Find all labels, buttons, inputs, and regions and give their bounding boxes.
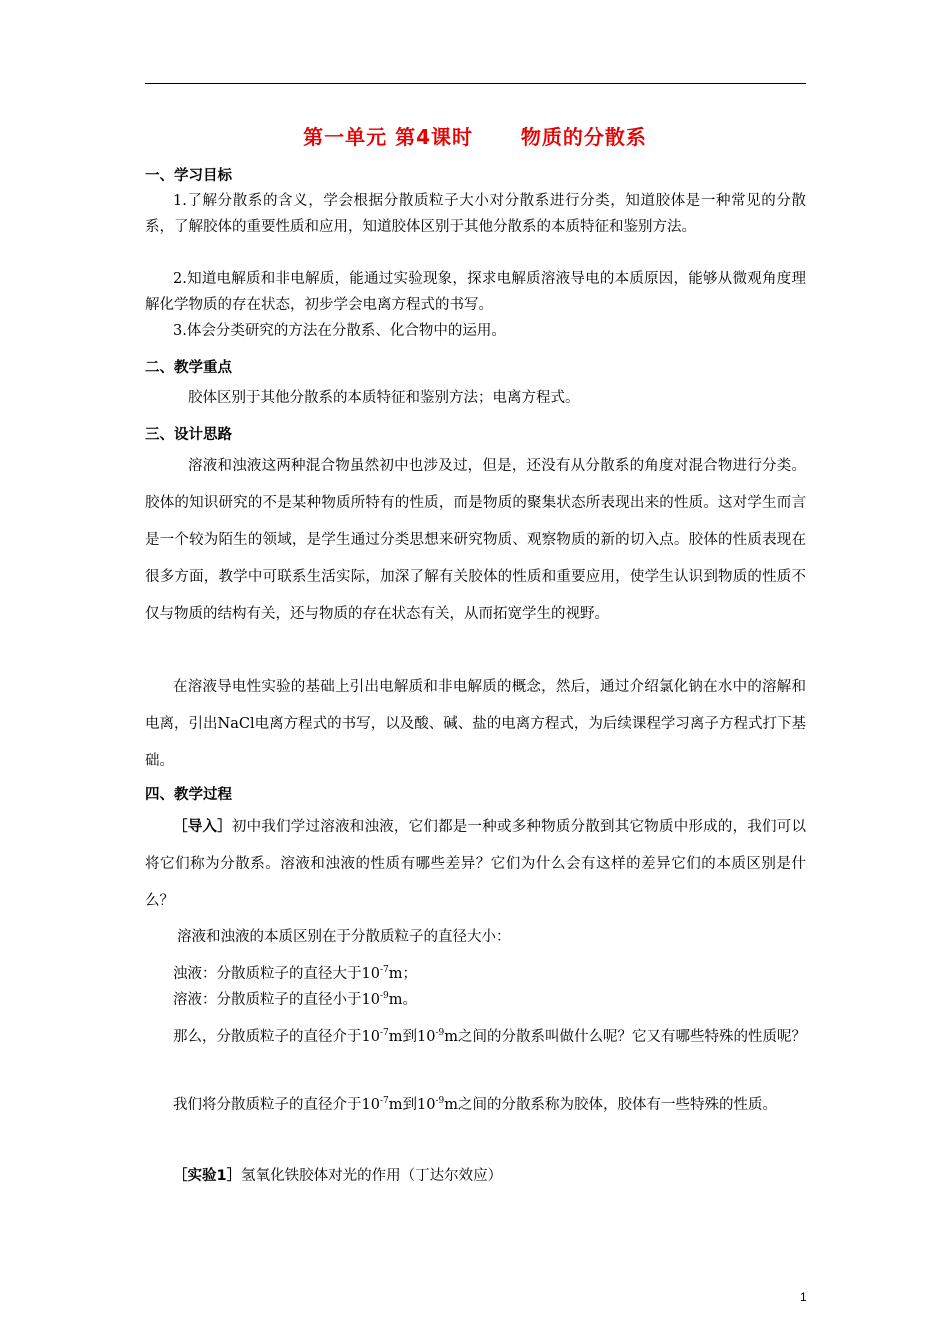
experiment-tag: ［实验1］ bbox=[173, 1168, 242, 1184]
goal-item-3: 3.体会分类研究的方法在分散系、化合物中的运用。 bbox=[173, 323, 506, 339]
solution-line: 溶液：分散质粒子的直径小于$10^{-9}m$。 bbox=[173, 991, 417, 1008]
heading-design: 三、设计思路 bbox=[145, 427, 232, 443]
distinction-line: 溶液和浊液的本质区别在于分散质粒子的直径大小： bbox=[177, 929, 511, 945]
intro-paragraph bbox=[145, 809, 806, 920]
turbid-line: 浊液：分散质粒子的直径大于$10^{-7}m$； bbox=[173, 965, 417, 982]
goal-item-2: 2.知道电解质和非电解质，能通过实验现象，探求电解质溶液导电的本质原因，能够从微观角度理解化学物质的存在状态，初步学会电离方程式的书写。 bbox=[145, 271, 806, 313]
goal-item-1: 1.了解分散系的含义，学会根据分散质粒子大小对分散系进行分类，知道胶体是一种常见的分散系，了解胶体的重要性质和应用，知道胶体区别于其他分散系的本质特征和鉴别方法。 bbox=[145, 193, 806, 235]
intro-tag: ［导入］ bbox=[173, 819, 232, 835]
experiment-1-line bbox=[145, 1158, 806, 1195]
heading-key-points: 二、教学重点 bbox=[145, 360, 232, 376]
colloid-paragraph: 我们将分散质粒子的直径介于$10^{-7}m$到$10^{-9}m$之间的分散系称为胶体，胶体有一些特殊的性质。 bbox=[173, 1096, 777, 1113]
design-paragraph-1: 溶液和浊液这两种混合物虽然初中也涉及过，但是，还没有从分散系的角度对混合物进行分类。胶体的知识研究的不是某种物质所特有的性质，而是物质的聚集状态所表现出来的性质。这对学生而言是一个较为陌生的领域，是学生通过分类思想来研究物质、观察物质的新的切入点。胶体的性质表现在很多方面，教学中可联系生活实际，加深了解有关胶体的性质和重要应用，使学生认识到物质的性质不仅与物质的结构有关，还与物质的存在状态有关，从而拓宽学生的视野。 bbox=[145, 458, 806, 622]
intro-text: 初中我们学过溶液和浊液，它们都是一种或多种物质分散到其它物质中形成的，我们可以将它们称为分散系。溶液和浊液的性质有哪些差异？它们为什么会有这样的差异它们的本质区别是什么？ bbox=[145, 819, 806, 909]
page-title: 第一单元 第4课时 物质的分散系 bbox=[303, 125, 647, 149]
page-number: 1 bbox=[800, 1290, 807, 1304]
header-rule bbox=[145, 83, 806, 84]
experiment-text: 氢氧化铁胶体对光的作用（丁达尔效应） bbox=[241, 1168, 503, 1184]
heading-process: 四、教学过程 bbox=[145, 787, 232, 803]
question-paragraph: 那么，分散质粒子的直径介于$10^{-7}m$到$10^{-9}m$之间的分散系叫做什么呢？它又有哪些特殊的性质呢？ bbox=[173, 1028, 806, 1045]
design-paragraph-2: 在溶液导电性实验的基础上引出电解质和非电解质的概念，然后，通过介绍氯化钠在水中的溶解和电离，引出NaCl电离方程式的书写，以及酸、碱、盐的电离方程式，为后续课程学习离子方程式打下基础。 bbox=[145, 679, 806, 769]
heading-learning-goals: 一、学习目标 bbox=[145, 168, 232, 184]
key-points-text: 胶体区别于其他分散系的本质特征和鉴别方法；电离方程式。 bbox=[188, 390, 580, 406]
